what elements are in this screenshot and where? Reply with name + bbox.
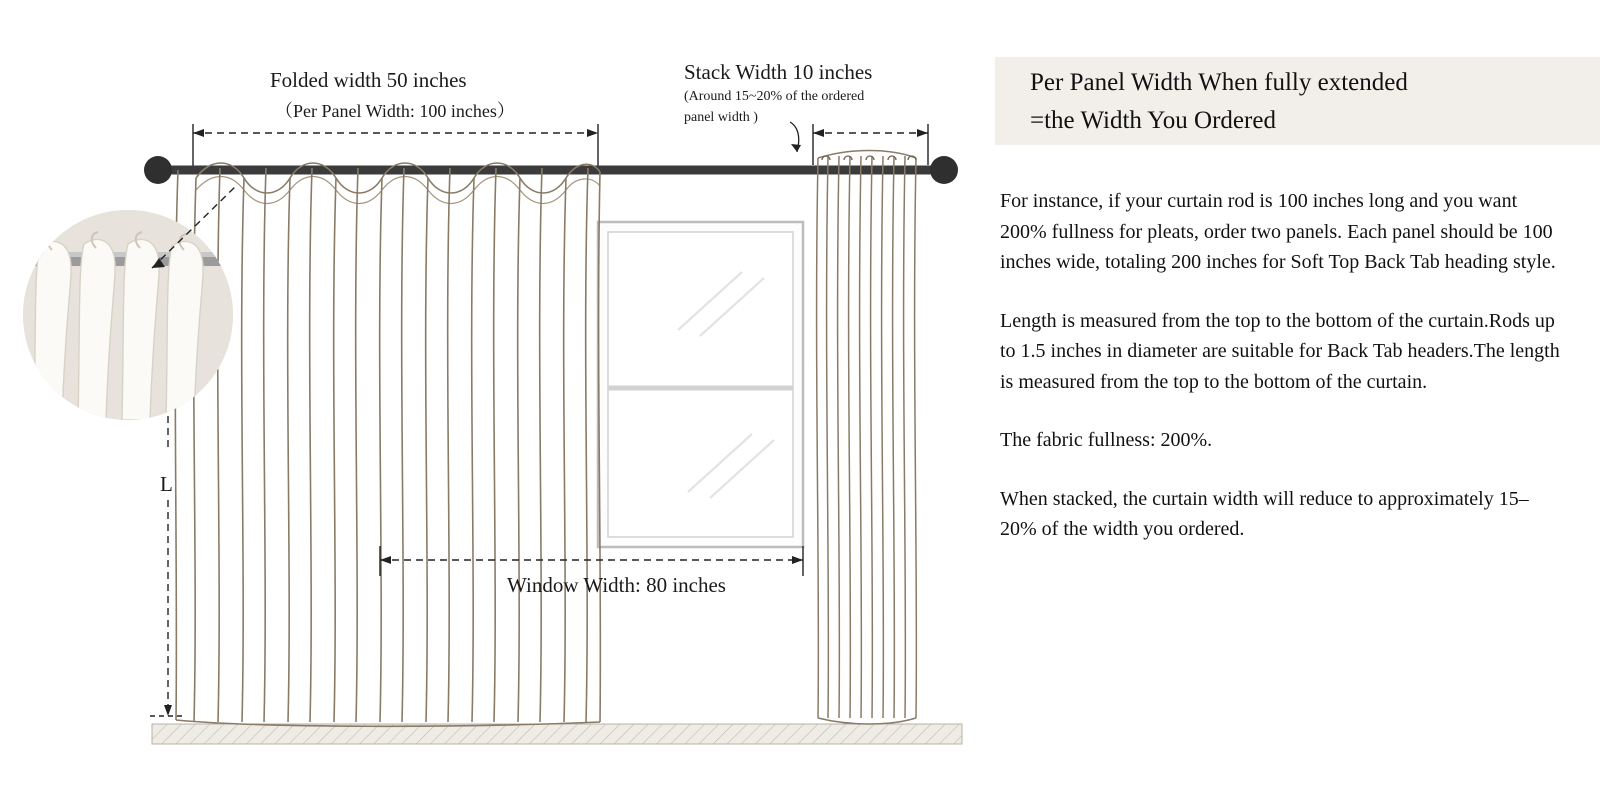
floor [152,724,962,744]
curtain-panel-stacked [817,151,917,725]
paragraph-2: Length is measured from the top to the bottom of the curtain.Rods up to 1.5 inches in diameter are suitable for Back Tab headers.The length is measured from the top to the bottom of the curtain. [1000,309,1560,393]
label-window-width: Window Width: 80 inches [507,573,726,597]
info-paragraphs [1000,186,1560,573]
label-folded-width: Folded width 50 inches [270,68,467,92]
paragraph-3: The fabric fullness: 200%. [1000,429,1213,451]
back-tab-closeup-inset [23,186,236,420]
label-per-panel-width: （Per Panel Width: 100 inches） [275,101,515,121]
dimension-stack-width [790,122,928,165]
headline-line-2: =the Width You Ordered [1030,107,1276,134]
paragraph-1: For instance, if your curtain rod is 100 inches long and you want 200% fullness for pleats, order two panels. Each panel should be 100 inches wide, totaling 200 inches for Soft Top Back Tab heading style. [1000,190,1556,273]
dimension-folded-width [193,124,598,168]
label-stack-width: Stack Width 10 inches [684,60,873,84]
window [598,222,803,547]
headline [1030,64,1575,140]
headline-line-1: Per Panel Width When fully extended [1030,69,1408,96]
label-length-marker: L [160,472,173,496]
paragraph-4: When stacked, the curtain width will reduce to approximately 15–20% of the width you ordered. [1000,487,1529,540]
curtain-panel-extended [175,163,600,726]
dimension-window-width [380,546,803,576]
label-stack-note-line1: (Around 15~20% of the ordered [684,89,865,104]
label-stack-note-line2: panel width ) [684,110,758,125]
